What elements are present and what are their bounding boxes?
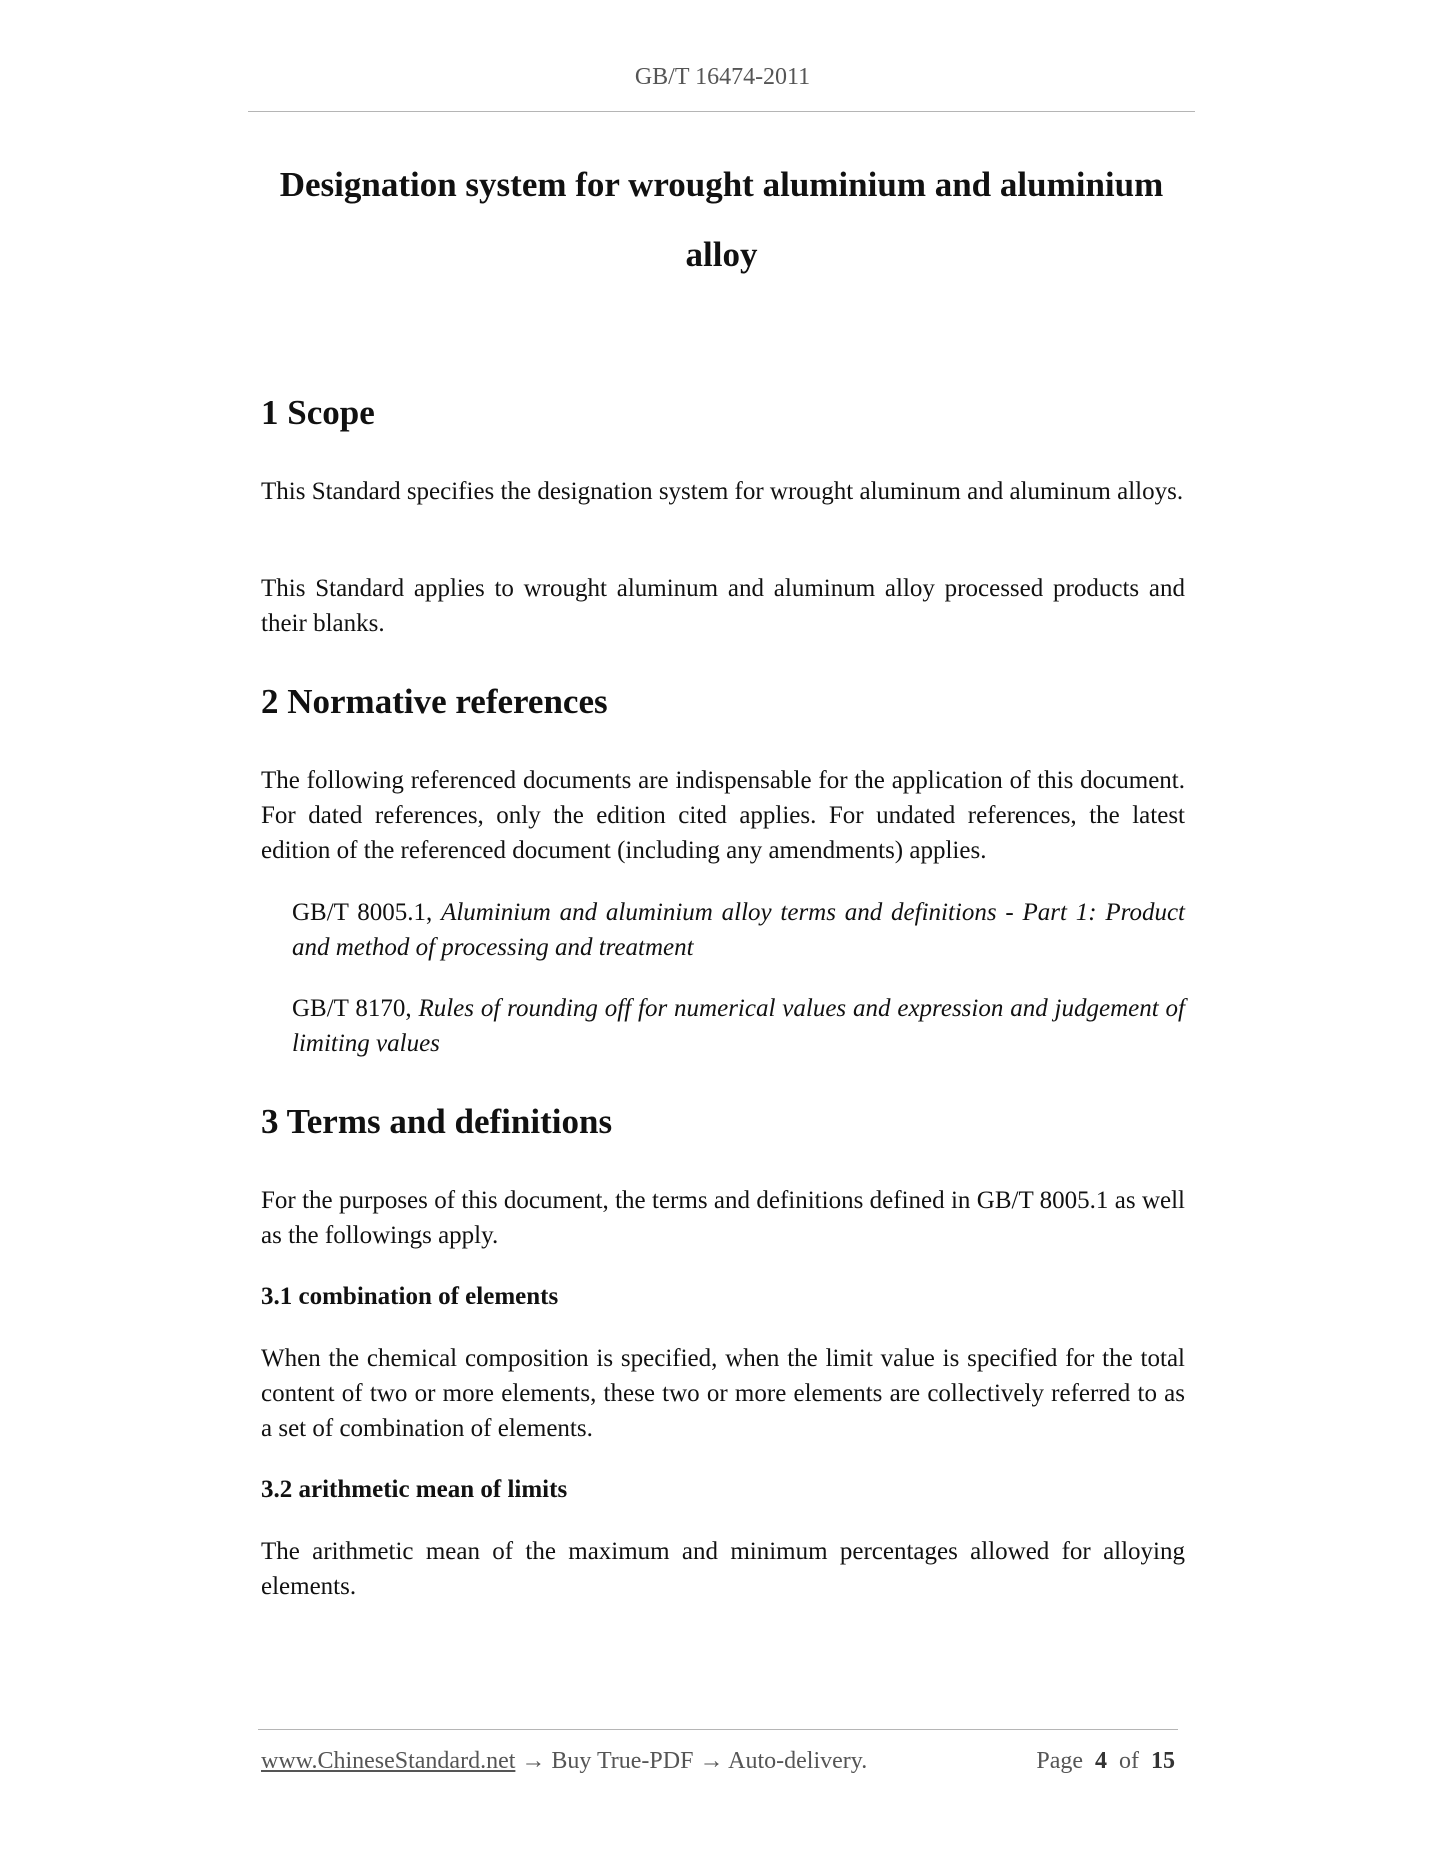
section-heading-terms-definitions: 3 Terms and definitions [261, 1102, 613, 1141]
scope-paragraph-2: This Standard applies to wrought aluminum and aluminum alloy processed products and their blanks. [261, 575, 1185, 637]
normative-paragraph: The following referenced documents are indispensable for the application of this document. For dated references, only the edition cited applies. For undated references, the latest edition of the referenced document (including any amendments) applies. [261, 767, 1185, 864]
auto-delivery-text: Auto-delivery. [728, 1748, 868, 1774]
reference-title: Aluminium and aluminium alloy terms and definitions - Part 1: Product and method of processing and treatment [292, 899, 1185, 961]
buy-true-pdf-text: Buy True-PDF [551, 1748, 694, 1774]
reference-item [292, 991, 1185, 1061]
of-label: of [1119, 1748, 1139, 1774]
reference-title: Rules of rounding off for numerical values and expression and judgement of limiting values [292, 995, 1185, 1057]
section-heading-scope: 1 Scope [261, 393, 375, 432]
header-standard-code: GB/T 16474-2011 [634, 64, 811, 90]
reference-code: GB/T 8170, [292, 995, 419, 1022]
total-page-number: 15 [1151, 1748, 1175, 1774]
title-line-2: alloy [685, 235, 758, 274]
page-indicator [1036, 1748, 1175, 1775]
footer-divider [258, 1729, 1178, 1730]
page-label: Page [1036, 1748, 1083, 1774]
term-text-3-2: The arithmetic mean of the maximum and minimum percentages allowed for alloying elements. [261, 1538, 1185, 1600]
title-line-1: Designation system for wrought aluminium and aluminium [279, 165, 1164, 204]
document-title [248, 150, 1195, 290]
reference-code: GB/T 8005.1, [292, 899, 442, 926]
term-heading-3-2: 3.2 arithmetic mean of limits [261, 1476, 568, 1503]
terms-paragraph: For the purposes of this document, the terms and definitions defined in GB/T 8005.1 as well as the followings apply. [261, 1187, 1185, 1249]
website-link[interactable]: www.ChineseStandard.net [261, 1748, 516, 1774]
current-page-number: 4 [1095, 1748, 1107, 1774]
scope-paragraph-1: This Standard specifies the designation system for wrought aluminum and aluminum alloys. [261, 478, 1184, 505]
footer-promo [261, 1748, 867, 1775]
header-divider [248, 111, 1195, 112]
reference-item [292, 895, 1185, 965]
arrow-right-icon: → [699, 1748, 724, 1774]
term-heading-3-1: 3.1 combination of elements [261, 1283, 559, 1310]
section-heading-normative-references: 2 Normative references [261, 682, 608, 721]
term-text-3-1: When the chemical composition is specified, when the limit value is specified for the total content of two or more elements, these two or more elements are collectively referred to as a set of combination of elements. [261, 1345, 1185, 1442]
arrow-right-icon: → [521, 1748, 546, 1774]
